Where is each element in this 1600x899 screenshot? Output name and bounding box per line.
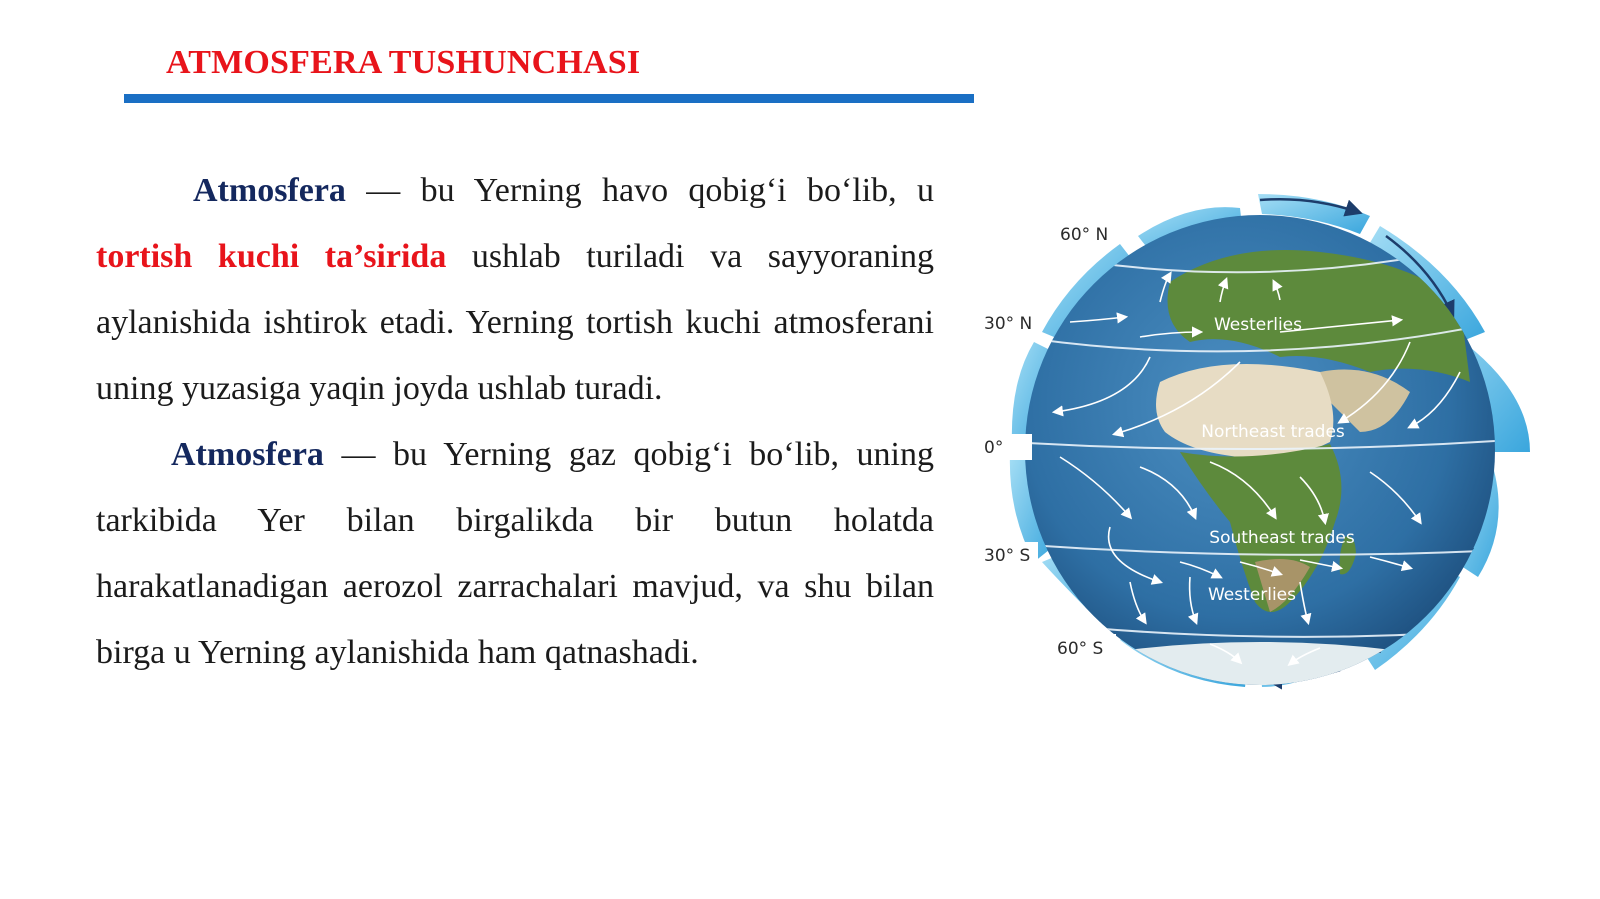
paragraph-2 (96, 422, 934, 686)
paragraph-2-rest: — bu Yerning gaz qobig‘i bo‘lib, uning tarkibida Yer bilan birgalikda bir butun holatda harakatlanadigan aerozol zarrachalari mavjud, va shu bilan birga u Yerning aylanishida ham qatnashadi. (96, 436, 934, 671)
wind-label-westerlies-north: Westerlies (1213, 315, 1303, 335)
term-atmosfera: Atmosfera (193, 172, 346, 209)
term-atmosfera-2: Atmosfera (171, 436, 324, 473)
lat-label-60s: 60° S (1057, 639, 1104, 659)
lat-label-30s: 30° S (984, 546, 1031, 566)
highlight-gravity: tortish kuchi ta’sirida (96, 238, 447, 275)
title-underline (124, 94, 974, 103)
wind-label-northeast-trades: Northeast trades (1201, 422, 1345, 442)
paragraph-1-dash: — bu Yerning havo qobig‘i bo‘lib, u (345, 172, 934, 209)
paragraph-1-rest: ushlab turiladi va sayyoraning aylanishida ishtirok etadi. Yerning tortish kuchi atmosferani uning yuzasiga yaqin joyda ushlab turadi. (96, 238, 934, 407)
lat-label-60n: 60° N (1060, 225, 1109, 245)
slide-title: ATMOSFERA TUSHUNCHASI (166, 44, 641, 81)
lat-label-equator: 0° (984, 438, 1004, 458)
body-text (96, 158, 934, 686)
wind-label-westerlies-south: Westerlies (1207, 585, 1297, 605)
lat-label-30n: 30° N (984, 314, 1033, 334)
wind-label-southeast-trades: Southeast trades (1209, 528, 1355, 548)
global-wind-figure (984, 182, 1570, 722)
paragraph-1 (96, 158, 934, 422)
globe-diagram (984, 182, 1570, 722)
